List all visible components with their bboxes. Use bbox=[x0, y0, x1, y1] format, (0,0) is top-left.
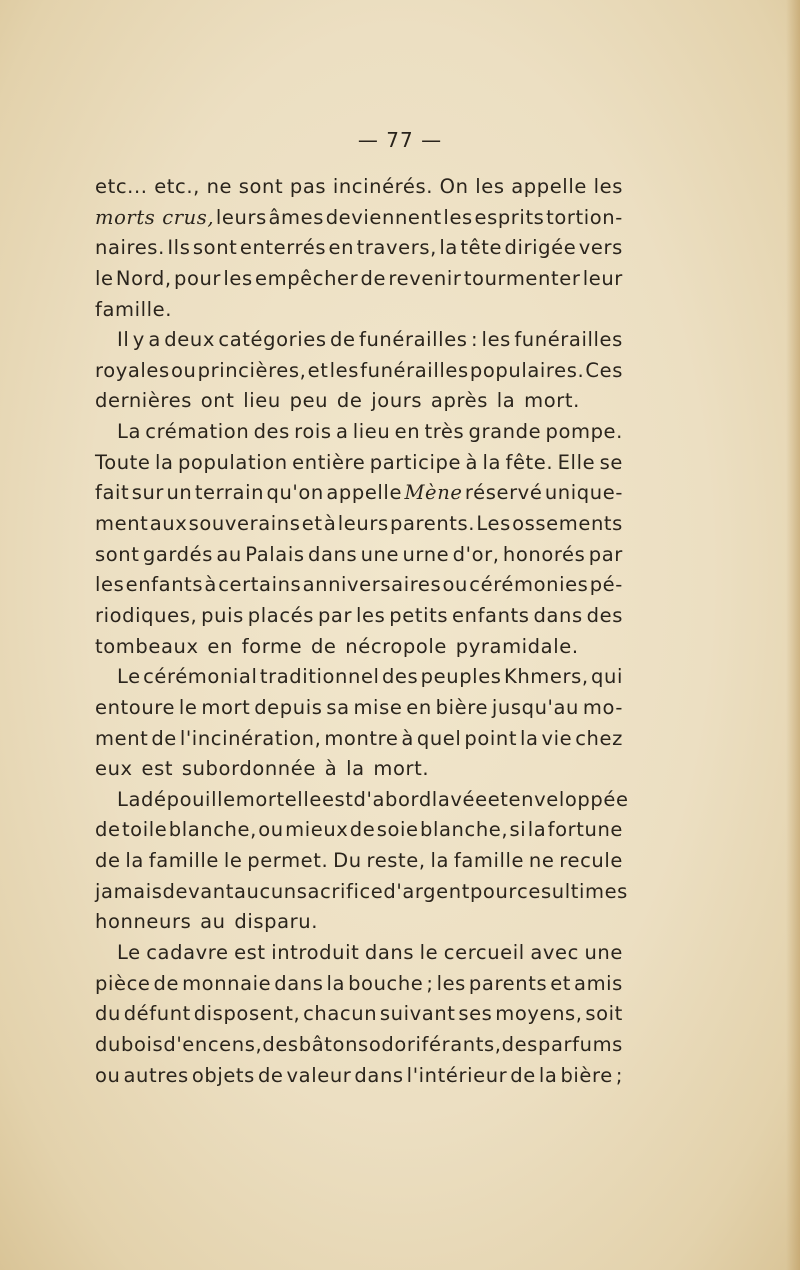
word: tête bbox=[460, 236, 503, 260]
word: fête. bbox=[505, 450, 554, 474]
word: La bbox=[117, 787, 142, 811]
word: pas bbox=[289, 175, 327, 198]
word: le bbox=[95, 266, 114, 290]
word: le bbox=[223, 849, 243, 873]
word: montre bbox=[324, 726, 399, 750]
word: défunt bbox=[123, 1002, 191, 1026]
text-line bbox=[95, 724, 623, 755]
word: les bbox=[356, 603, 386, 627]
word: funérailles bbox=[360, 358, 469, 382]
word: etc... bbox=[95, 175, 148, 198]
word: à bbox=[323, 512, 337, 536]
word: les bbox=[436, 971, 466, 995]
word: ou bbox=[258, 818, 284, 842]
word: autres bbox=[123, 1063, 189, 1087]
word: empêcher bbox=[255, 266, 359, 290]
word: réservé bbox=[464, 481, 543, 505]
word bbox=[95, 203, 214, 234]
word: des bbox=[586, 603, 623, 627]
word: honneurs bbox=[95, 910, 192, 934]
word: en bbox=[406, 695, 432, 719]
word: fortune bbox=[547, 818, 623, 842]
word: eux bbox=[95, 757, 133, 781]
word: par bbox=[317, 603, 353, 627]
word: disposent, bbox=[193, 1002, 301, 1026]
word: les bbox=[475, 175, 505, 198]
word: ne bbox=[206, 175, 233, 198]
word: grande bbox=[468, 420, 542, 444]
body-text bbox=[95, 172, 629, 1091]
word: la bbox=[527, 818, 547, 842]
word: subordonnée bbox=[181, 757, 316, 781]
text-line bbox=[95, 325, 623, 356]
word: d'argent bbox=[383, 879, 470, 903]
word: au bbox=[200, 910, 226, 934]
word: du bbox=[95, 1002, 121, 1026]
word: pompe. bbox=[545, 420, 623, 444]
word: fait bbox=[95, 481, 130, 505]
word: rois bbox=[294, 420, 332, 444]
word: terrain bbox=[194, 481, 265, 505]
word: odoriférants, bbox=[368, 1032, 502, 1056]
word: dans bbox=[307, 542, 358, 566]
word: des bbox=[253, 420, 290, 444]
word: du bbox=[95, 1032, 121, 1056]
word: de bbox=[360, 266, 387, 290]
word: en bbox=[328, 236, 355, 260]
word: enfants bbox=[125, 573, 204, 597]
word: monnaie bbox=[182, 971, 272, 995]
word: pé- bbox=[589, 573, 623, 597]
text-line bbox=[95, 693, 623, 724]
word: travers, bbox=[356, 236, 437, 260]
word: recule bbox=[559, 849, 623, 873]
word: bâtons bbox=[298, 1032, 369, 1056]
word: bière bbox=[560, 1063, 613, 1087]
word: vie bbox=[541, 726, 573, 750]
word: point bbox=[464, 726, 518, 750]
word: reste, bbox=[366, 849, 426, 873]
word: tortion- bbox=[546, 205, 623, 229]
word: l'incinération, bbox=[179, 726, 322, 750]
text-line bbox=[95, 907, 623, 938]
word: ou bbox=[170, 358, 197, 382]
word: La bbox=[117, 420, 142, 444]
text-line bbox=[95, 938, 623, 969]
word: puis bbox=[201, 603, 244, 627]
word: de bbox=[330, 328, 356, 352]
word: une bbox=[360, 542, 400, 566]
word: dans bbox=[354, 1063, 404, 1087]
word: au bbox=[216, 542, 242, 566]
word: si bbox=[509, 818, 527, 842]
text-line bbox=[95, 877, 628, 908]
word: sont bbox=[238, 175, 284, 198]
word: de bbox=[310, 634, 337, 658]
word: devant bbox=[162, 879, 234, 903]
text-line bbox=[95, 295, 623, 326]
word: Toute bbox=[95, 450, 151, 474]
word: de bbox=[151, 726, 177, 750]
word: tombeaux bbox=[95, 634, 199, 658]
word: de bbox=[349, 818, 376, 842]
word: mise bbox=[353, 695, 403, 719]
word: entoure bbox=[95, 695, 176, 719]
word: en bbox=[394, 420, 421, 444]
word: princières, bbox=[197, 358, 307, 382]
page-number: — 77 — bbox=[357, 128, 443, 152]
italic-word: morts crus, bbox=[95, 205, 215, 229]
word: objets bbox=[191, 1063, 255, 1087]
word: avec bbox=[530, 941, 579, 965]
word: toile bbox=[121, 818, 168, 842]
word: jours bbox=[371, 389, 423, 413]
word: de bbox=[153, 971, 180, 995]
word: la bbox=[520, 726, 539, 750]
word: Palais bbox=[245, 542, 305, 566]
word: Elle bbox=[557, 450, 596, 474]
word: placés bbox=[247, 603, 315, 627]
word: populaires. bbox=[469, 358, 585, 382]
word: de bbox=[510, 1063, 536, 1087]
word: de bbox=[95, 849, 121, 873]
word: population bbox=[177, 450, 288, 474]
text-line bbox=[95, 1061, 623, 1092]
word: Ces bbox=[585, 358, 623, 382]
word: d'encens, bbox=[163, 1032, 263, 1056]
word: ultimes bbox=[551, 879, 628, 903]
word: qu'on bbox=[266, 481, 324, 505]
word: se bbox=[599, 450, 623, 474]
word: traditionnel bbox=[259, 665, 380, 689]
text-line bbox=[95, 509, 623, 540]
word: aux bbox=[149, 512, 188, 536]
word: participe bbox=[369, 450, 462, 474]
word: chacun bbox=[303, 1002, 378, 1026]
word: petits bbox=[389, 603, 449, 627]
word: et bbox=[550, 971, 572, 995]
text-line bbox=[95, 969, 623, 1000]
word: très bbox=[424, 420, 465, 444]
word: royales bbox=[95, 358, 170, 382]
word: dans bbox=[364, 941, 415, 965]
word: à bbox=[324, 757, 338, 781]
word: un bbox=[166, 481, 193, 505]
word: la bbox=[430, 849, 450, 873]
word: jamais bbox=[95, 879, 163, 903]
word: les bbox=[443, 205, 473, 229]
word: Du bbox=[333, 849, 362, 873]
word: bouche bbox=[348, 971, 424, 995]
word: peuples bbox=[420, 665, 502, 689]
word: disparu. bbox=[234, 910, 319, 934]
word: a bbox=[335, 420, 349, 444]
word: et bbox=[487, 787, 509, 811]
word: famille bbox=[453, 849, 525, 873]
word: est bbox=[321, 787, 354, 811]
word: la bbox=[538, 1063, 558, 1087]
word: Nord, bbox=[115, 266, 172, 290]
word: parents. bbox=[390, 512, 476, 536]
word: parents bbox=[468, 971, 548, 995]
word: d'abord bbox=[353, 787, 432, 811]
word: deux bbox=[164, 328, 215, 352]
word: incinérés. bbox=[332, 175, 434, 198]
word: permet. bbox=[247, 849, 329, 873]
word: honorés bbox=[502, 542, 586, 566]
word: sont bbox=[192, 236, 238, 260]
word: ossements bbox=[512, 512, 623, 536]
word: suivant bbox=[379, 1002, 456, 1026]
word: ces bbox=[517, 879, 552, 903]
word: revenir bbox=[388, 266, 462, 290]
word: les bbox=[329, 358, 359, 382]
word: cercueil bbox=[443, 941, 525, 965]
word: dernières bbox=[95, 389, 192, 413]
word: ou bbox=[442, 573, 469, 597]
word: y bbox=[132, 328, 145, 352]
word: entière bbox=[292, 450, 366, 474]
word: parfums bbox=[538, 1032, 623, 1056]
word: la bbox=[125, 849, 144, 873]
word: de bbox=[336, 389, 363, 413]
text-line bbox=[95, 233, 623, 264]
word: mort. bbox=[524, 389, 580, 413]
word: blanche, bbox=[168, 818, 257, 842]
text-line bbox=[95, 785, 629, 816]
page-edge-shadow bbox=[786, 0, 800, 1270]
word: enfants bbox=[452, 603, 530, 627]
word: urne bbox=[402, 542, 450, 566]
word: ment bbox=[95, 726, 149, 750]
word: une bbox=[584, 941, 623, 965]
text-line bbox=[95, 478, 623, 509]
word: amis bbox=[574, 971, 623, 995]
text-line bbox=[95, 815, 623, 846]
text-line bbox=[95, 386, 623, 417]
word: nécropole bbox=[345, 634, 448, 658]
word: blanche, bbox=[420, 818, 509, 842]
text-line bbox=[95, 264, 623, 295]
word: sacrifice bbox=[296, 879, 384, 903]
word: la bbox=[482, 450, 502, 474]
word: sur bbox=[131, 481, 165, 505]
word: après bbox=[430, 389, 488, 413]
word: la bbox=[496, 389, 516, 413]
word: ont bbox=[200, 389, 235, 413]
word: par bbox=[588, 542, 623, 566]
word: les bbox=[223, 266, 253, 290]
word: esprits bbox=[474, 205, 545, 229]
text-line bbox=[95, 540, 623, 571]
word: mieux bbox=[285, 818, 349, 842]
word: de bbox=[257, 1063, 284, 1087]
word: cadavre bbox=[146, 941, 229, 965]
word: Le bbox=[117, 665, 141, 689]
word: pyramidale. bbox=[455, 634, 579, 658]
word: appelle bbox=[511, 175, 587, 198]
italic-word: Mène bbox=[404, 481, 463, 505]
word: famille. bbox=[95, 297, 173, 321]
word: bois bbox=[121, 1032, 164, 1056]
word: pour bbox=[173, 266, 222, 290]
word: quel bbox=[416, 726, 462, 750]
text-line bbox=[95, 417, 623, 448]
word: ou bbox=[95, 1063, 121, 1087]
word: la bbox=[439, 236, 458, 260]
word: leurs bbox=[215, 205, 267, 229]
word: les bbox=[95, 573, 125, 597]
word: lieu bbox=[243, 389, 281, 413]
word: forme bbox=[241, 634, 303, 658]
word: de bbox=[95, 818, 121, 842]
word: mort. bbox=[373, 757, 430, 781]
word: On bbox=[439, 175, 469, 198]
word: : bbox=[470, 328, 479, 352]
word: deviennent bbox=[325, 205, 442, 229]
word: des bbox=[381, 665, 419, 689]
word: mort bbox=[201, 695, 251, 719]
word: âmes bbox=[268, 205, 325, 229]
word: Les bbox=[476, 512, 511, 536]
word: mortelle bbox=[235, 787, 322, 811]
word: l'intérieur bbox=[406, 1063, 508, 1087]
word: lavée bbox=[431, 787, 488, 811]
word: cérémonies bbox=[469, 573, 589, 597]
word: ses bbox=[458, 1002, 493, 1026]
word: enveloppée bbox=[508, 787, 629, 811]
word: chez bbox=[575, 726, 623, 750]
word: naires. bbox=[95, 236, 165, 260]
word: introduit bbox=[271, 941, 360, 965]
word: en bbox=[207, 634, 233, 658]
word: funérailles bbox=[359, 328, 468, 352]
word: la bbox=[154, 450, 174, 474]
text-line bbox=[95, 570, 623, 601]
word: pièce bbox=[95, 971, 151, 995]
text-line bbox=[95, 203, 623, 234]
word: ne bbox=[528, 849, 555, 873]
word: les bbox=[593, 175, 623, 198]
word: des bbox=[262, 1032, 299, 1056]
word: etc., bbox=[154, 175, 200, 198]
word: dépouille bbox=[141, 787, 236, 811]
word: dans bbox=[533, 603, 583, 627]
word: moyens, bbox=[495, 1002, 583, 1026]
text-line bbox=[95, 172, 623, 203]
word: à bbox=[401, 726, 414, 750]
word: funérailles bbox=[514, 328, 623, 352]
word: dirigée bbox=[504, 236, 577, 260]
word: soie bbox=[376, 818, 419, 842]
word: sa bbox=[326, 695, 350, 719]
text-line bbox=[95, 846, 623, 877]
text-line bbox=[95, 662, 623, 693]
word: les bbox=[481, 328, 511, 352]
text-line bbox=[95, 999, 623, 1030]
word: est bbox=[234, 941, 266, 965]
word: à bbox=[204, 573, 217, 597]
word: est bbox=[141, 757, 174, 781]
word: vers bbox=[578, 236, 623, 260]
word: ; bbox=[615, 1063, 623, 1087]
word: lieu bbox=[352, 420, 391, 444]
word: Il bbox=[117, 328, 130, 352]
word: anniversaires bbox=[302, 573, 442, 597]
word bbox=[404, 478, 462, 509]
word: ; bbox=[426, 971, 434, 995]
word: gardés bbox=[142, 542, 213, 566]
word: depuis bbox=[254, 695, 323, 719]
word: la bbox=[346, 757, 365, 781]
word: le bbox=[419, 941, 439, 965]
word: mo- bbox=[582, 695, 623, 719]
word: qui bbox=[591, 665, 623, 689]
word: le bbox=[178, 695, 198, 719]
text-line bbox=[95, 448, 623, 479]
word: sont bbox=[95, 542, 140, 566]
word: Le bbox=[117, 941, 141, 965]
word: et bbox=[301, 512, 323, 536]
text-line bbox=[95, 356, 623, 387]
word: d'or, bbox=[452, 542, 500, 566]
word: Ils bbox=[167, 236, 191, 260]
word: appelle bbox=[326, 481, 403, 505]
word: famille bbox=[148, 849, 220, 873]
word: ment bbox=[95, 512, 149, 536]
word: enterrés bbox=[239, 236, 327, 260]
word: cérémonial bbox=[143, 665, 258, 689]
word: certains bbox=[218, 573, 302, 597]
word: peu bbox=[289, 389, 329, 413]
word: crémation bbox=[145, 420, 250, 444]
word: a bbox=[148, 328, 161, 352]
word: souverains bbox=[188, 512, 301, 536]
word: leurs bbox=[337, 512, 389, 536]
word: catégories bbox=[218, 328, 327, 352]
word: à bbox=[465, 450, 479, 474]
word: des bbox=[501, 1032, 538, 1056]
text-line bbox=[95, 1030, 623, 1061]
word: Khmers, bbox=[503, 665, 589, 689]
word: riodiques, bbox=[95, 603, 198, 627]
word: et bbox=[307, 358, 329, 382]
word: jusqu'au bbox=[491, 695, 580, 719]
word: bière bbox=[435, 695, 489, 719]
word: leur bbox=[582, 266, 623, 290]
text-line bbox=[95, 601, 623, 632]
word: valeur bbox=[286, 1063, 352, 1087]
word: dans bbox=[274, 971, 324, 995]
word: unique- bbox=[544, 481, 623, 505]
word: pour bbox=[469, 879, 518, 903]
word: la bbox=[326, 971, 346, 995]
word: aucun bbox=[233, 879, 297, 903]
word: tourmenter bbox=[463, 266, 581, 290]
text-line bbox=[95, 754, 623, 785]
word: soit bbox=[585, 1002, 623, 1026]
text-line bbox=[95, 632, 623, 663]
